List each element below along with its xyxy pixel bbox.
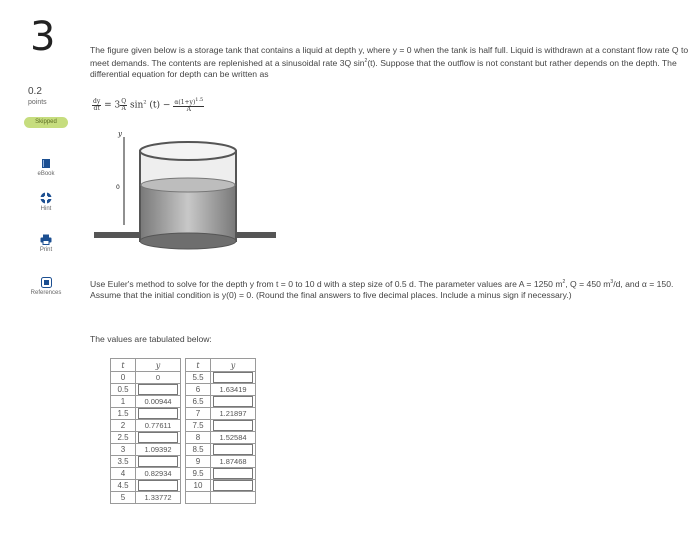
- t-value: 0: [120, 373, 126, 382]
- t-value: 6.5: [192, 397, 204, 406]
- points-block: [28, 86, 47, 108]
- book-icon: [41, 158, 51, 169]
- table-row: [111, 420, 256, 432]
- points-value: 0.2: [28, 86, 42, 97]
- table-row: [111, 480, 256, 492]
- answer-input[interactable]: [213, 480, 253, 491]
- problem-statement: The figure given below is a storage tank that contains a liquid at depth y, where y = 0 when the tank is half full. Liquid is withdrawn at a constant flow rate Q to meet demands. The contents are replenished at a sinusoidal rate 3Q $\sin^2(t)$. Suppose that the outflow is not constant but rather depends on the depth. The differential equation for depth can be written as: [90, 45, 689, 79]
- references-icon: [41, 277, 52, 288]
- pipe-left: [94, 232, 140, 238]
- tank-rim: [140, 142, 236, 160]
- euler-instructions: Use Euler's method to solve for the depth y from t = 0 to 10 d with a step size of 0.5 d. The parameter values are A = 1250 $m^2$, Q = 450 $m^3/d$, and α = 150. Assume that the initial condition is y(0) = 0. (Round the final answers to five decimal places. Include a minus sign if necessary.): [90, 278, 674, 300]
- t-value: 1: [120, 397, 126, 406]
- t-value: 3: [120, 445, 126, 454]
- answer-input[interactable]: [138, 408, 178, 419]
- answer-input[interactable]: [213, 420, 253, 431]
- t-value: 2: [120, 421, 126, 430]
- ebook-tool[interactable]: [26, 158, 66, 177]
- answer-input[interactable]: [213, 468, 253, 479]
- y-value: 0.82934: [144, 469, 172, 478]
- results-table: [110, 358, 256, 504]
- y-value: 1.21897: [219, 409, 247, 418]
- table-row: [111, 456, 256, 468]
- t-value: 9.5: [192, 469, 204, 478]
- answer-input[interactable]: [213, 372, 253, 383]
- hint-label: Hint: [40, 206, 52, 212]
- header-t-right: t: [186, 359, 211, 372]
- pipe-right: [236, 232, 276, 238]
- answer-input[interactable]: [213, 396, 253, 407]
- t-value: 6: [195, 385, 201, 394]
- t-value: 4.5: [117, 481, 129, 490]
- tank-figure: [90, 125, 280, 265]
- answer-input[interactable]: [138, 480, 178, 491]
- t-value: 1.5: [117, 409, 129, 418]
- t-value: 5: [120, 493, 126, 502]
- references-tool[interactable]: [26, 277, 66, 296]
- y-value: 0.77611: [144, 421, 172, 430]
- t-value: 9: [195, 457, 201, 466]
- answer-input[interactable]: [138, 432, 178, 443]
- differential-equation: $\frac{dy}{dt} = 3\frac{Q}{A} \sin^2 (t) - \frac{\alpha(1+y)^{1.5}}{A}$: [93, 97, 204, 113]
- y-value: 0: [155, 373, 161, 382]
- y-value: 1.63419: [219, 385, 247, 394]
- t-value: 2.5: [117, 433, 129, 442]
- table-row: [111, 408, 256, 420]
- table-row: [111, 444, 256, 456]
- table-row: [111, 372, 256, 384]
- references-label: References: [30, 290, 62, 296]
- ebook-label: eBook: [37, 171, 55, 177]
- header-t-left: t: [111, 359, 136, 372]
- y-value: 1.33772: [144, 493, 172, 502]
- answer-input[interactable]: [138, 384, 178, 395]
- question-number: 3: [30, 14, 56, 60]
- y-value: 1.87468: [219, 457, 247, 466]
- liquid-surface: [141, 178, 235, 192]
- y-value: 1.52584: [219, 433, 247, 442]
- t-value: 7: [195, 409, 201, 418]
- zero-label: 0: [116, 184, 120, 191]
- table-row: [111, 384, 256, 396]
- table-row: [111, 432, 256, 444]
- table-row: [111, 468, 256, 480]
- table-row: [111, 396, 256, 408]
- t-value: 3.5: [117, 457, 129, 466]
- t-value: 8: [195, 433, 201, 442]
- tank-bottom: [140, 233, 236, 249]
- print-icon: [40, 234, 52, 245]
- print-tool[interactable]: [26, 234, 66, 253]
- header-y-right: y: [211, 359, 256, 372]
- table-title: The values are tabulated below:: [90, 334, 212, 344]
- y-axis-label: y: [118, 130, 122, 138]
- hint-icon: [40, 192, 52, 204]
- hint-tool[interactable]: [26, 192, 66, 212]
- t-value: 0.5: [117, 385, 129, 394]
- table-row: [111, 492, 256, 504]
- points-label: points: [28, 99, 47, 106]
- y-value: 1.09392: [144, 445, 172, 454]
- answer-input[interactable]: [138, 456, 178, 467]
- t-value: 8.5: [192, 445, 204, 454]
- t-value: 4: [120, 469, 126, 478]
- t-value: 5.5: [192, 373, 204, 382]
- answer-input[interactable]: [213, 444, 253, 455]
- t-value: 7.5: [192, 421, 204, 430]
- y-value: 0.00944: [144, 397, 172, 406]
- status-badge: Skipped: [24, 117, 68, 128]
- print-label: Print: [39, 247, 53, 253]
- header-y-left: y: [136, 359, 181, 372]
- t-value: 10: [193, 481, 203, 490]
